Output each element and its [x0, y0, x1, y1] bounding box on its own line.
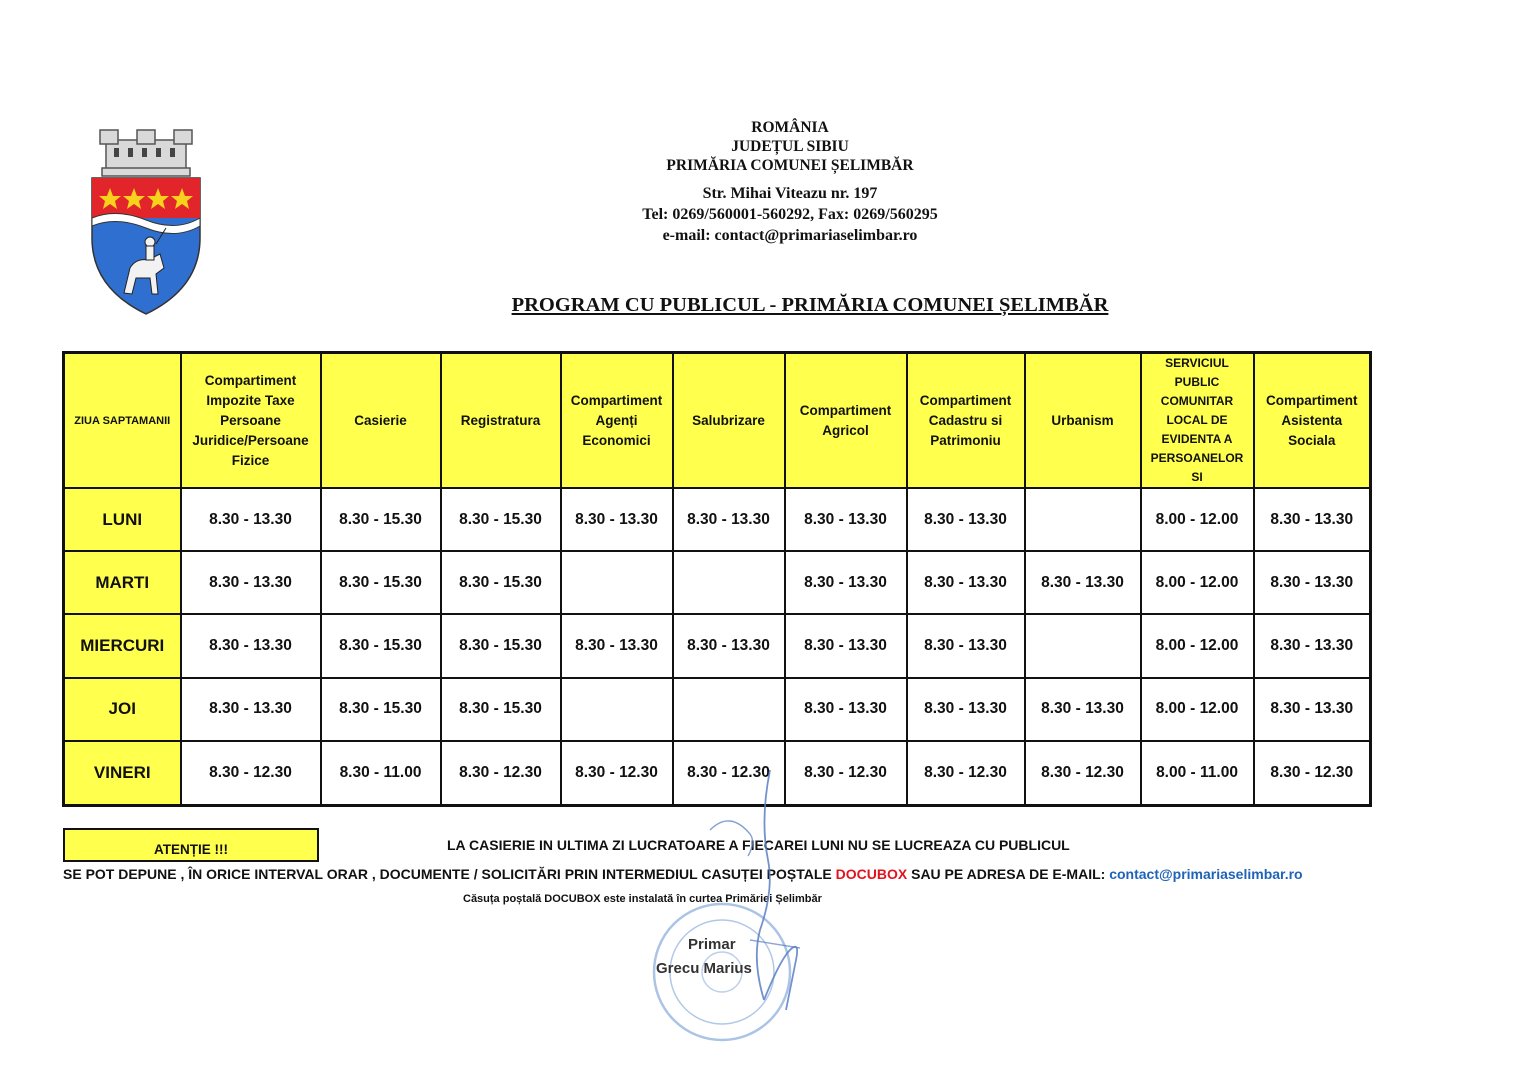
signatory-name: Grecu Marius — [656, 960, 752, 977]
letterhead-country: ROMÂNIA — [751, 119, 829, 136]
table-cell: 8.30 - 13.30 — [1254, 614, 1371, 677]
letterhead-county: JUDEȚUL SIBIU — [731, 138, 849, 155]
table-cell: 8.30 - 13.30 — [1025, 551, 1141, 614]
table-cell: 8.30 - 15.30 — [441, 551, 561, 614]
table-cell: 8.30 - 13.30 — [785, 551, 907, 614]
table-cell: 8.30 - 13.30 — [1025, 678, 1141, 741]
table-cell: 8.30 - 15.30 — [321, 488, 441, 551]
contact-email-link[interactable]: contact@primariaselimbar.ro — [1109, 866, 1303, 882]
table-cell: 8.00 - 12.00 — [1141, 614, 1254, 677]
table-cell: 8.30 - 15.30 — [441, 678, 561, 741]
table-cell: 8.30 - 13.30 — [561, 488, 673, 551]
docubox-label: DOCUBOX — [835, 866, 908, 882]
table-cell: 8.00 - 12.00 — [1141, 488, 1254, 551]
table-cell: 8.30 - 13.30 — [785, 614, 907, 677]
letterhead-institution: PRIMĂRIA COMUNEI ȘELIMBĂR — [666, 157, 914, 174]
table-row — [64, 678, 1371, 741]
day-cell: JOI — [64, 678, 181, 741]
cashier-notice: LA CASIERIE IN ULTIMA ZI LUCRATOARE A FIECAREI LUNI NU SE LUCREAZA CU PUBLICUL — [447, 837, 1070, 853]
column-header: SERVICIUL PUBLIC COMUNITAR LOCAL DE EVIDENTA A PERSOANELOR SI — [1141, 353, 1254, 489]
docubox-location-note: Căsuța poștală DOCUBOX este instalată în curtea Primăriei Șelimbăr — [463, 893, 822, 905]
table-row — [64, 488, 1371, 551]
table-cell: 8.00 - 11.00 — [1141, 741, 1254, 806]
docubox-notice-prefix: SE POT DEPUNE , ÎN ORICE INTERVAL ORAR , DOCUMENTE / SOLICITĂRI PRIN INTERMEDIUL CASUȚEI POȘTALE — [63, 866, 836, 882]
handwritten-signature — [690, 760, 830, 1020]
table-cell — [1025, 488, 1141, 551]
table-cell: 8.30 - 12.30 — [907, 741, 1025, 806]
coat-of-arms-logo — [86, 118, 206, 318]
table-cell: 8.30 - 13.30 — [785, 678, 907, 741]
schedule-table — [62, 351, 1372, 807]
table-cell — [673, 678, 785, 741]
day-cell: LUNI — [64, 488, 181, 551]
table-cell: 8.00 - 12.00 — [1141, 551, 1254, 614]
table-cell — [673, 551, 785, 614]
table-cell: 8.30 - 15.30 — [321, 678, 441, 741]
table-cell: 8.30 - 13.30 — [1254, 678, 1371, 741]
table-cell — [561, 678, 673, 741]
table-cell: 8.30 - 15.30 — [441, 488, 561, 551]
column-header: Casierie — [321, 353, 441, 489]
table-cell: 8.30 - 13.30 — [907, 488, 1025, 551]
table-cell: 8.30 - 13.30 — [561, 614, 673, 677]
column-header: Salubrizare — [673, 353, 785, 489]
table-cell: 8.30 - 13.30 — [907, 678, 1025, 741]
table-header-row — [64, 353, 1371, 489]
table-cell: 8.30 - 13.30 — [181, 488, 321, 551]
table-cell: 8.30 - 12.30 — [181, 741, 321, 806]
table-cell: 8.30 - 13.30 — [785, 488, 907, 551]
table-cell: 8.30 - 15.30 — [441, 614, 561, 677]
attention-box: ATENȚIE !!! — [63, 828, 319, 862]
column-header: Urbanism — [1025, 353, 1141, 489]
column-header: Compartiment Asistenta Sociala — [1254, 353, 1371, 489]
table-cell: 8.30 - 12.30 — [673, 741, 785, 806]
table-cell: 8.30 - 13.30 — [181, 678, 321, 741]
table-cell: 8.30 - 12.30 — [561, 741, 673, 806]
table-cell: 8.30 - 12.30 — [441, 741, 561, 806]
table-cell: 8.30 - 13.30 — [673, 488, 785, 551]
table-cell: 8.30 - 15.30 — [321, 614, 441, 677]
table-cell — [1025, 614, 1141, 677]
day-cell: VINERI — [64, 741, 181, 806]
column-header: Compartiment Cadastru si Patrimoniu — [907, 353, 1025, 489]
column-header: ZIUA SAPTAMANII — [64, 353, 181, 489]
table-cell: 8.00 - 12.00 — [1141, 678, 1254, 741]
day-cell: MARTI — [64, 551, 181, 614]
docubox-notice-middle: SAU PE ADRESA DE E-MAIL: — [907, 866, 1110, 882]
table-cell: 8.30 - 12.30 — [1025, 741, 1141, 806]
table-cell: 8.30 - 11.00 — [321, 741, 441, 806]
letterhead-phone: Tel: 0269/560001-560292, Fax: 0269/560295 — [642, 206, 938, 223]
column-header: Registratura — [441, 353, 561, 489]
table-cell: 8.30 - 13.30 — [673, 614, 785, 677]
table-cell: 8.30 - 15.30 — [321, 551, 441, 614]
table-row — [64, 614, 1371, 677]
table-cell: 8.30 - 13.30 — [907, 614, 1025, 677]
letterhead-email: e-mail: contact@primariaselimbar.ro — [662, 227, 918, 244]
letterhead — [560, 118, 1020, 246]
table-cell — [561, 551, 673, 614]
letterhead-address: Str. Mihai Viteazu nr. 197 — [702, 185, 878, 202]
column-header: Compartiment Impozite Taxe Persoane Juridice/Persoane Fizice — [181, 353, 321, 489]
table-cell: 8.30 - 13.30 — [181, 614, 321, 677]
column-header: Compartiment Agricol — [785, 353, 907, 489]
page-title: PROGRAM CU PUBLICUL - PRIMĂRIA COMUNEI ȘELIMBĂR — [511, 294, 1109, 316]
table-row — [64, 551, 1371, 614]
table-cell: 8.30 - 12.30 — [785, 741, 907, 806]
table-cell: 8.30 - 13.30 — [907, 551, 1025, 614]
table-cell: 8.30 - 13.30 — [1254, 488, 1371, 551]
table-cell: 8.30 - 13.30 — [1254, 551, 1371, 614]
signatory-title: Primar — [688, 936, 736, 953]
column-header: Compartiment Agenți Economici — [561, 353, 673, 489]
table-cell: 8.30 - 12.30 — [1254, 741, 1371, 806]
day-cell: MIERCURI — [64, 614, 181, 677]
table-cell: 8.30 - 13.30 — [181, 551, 321, 614]
